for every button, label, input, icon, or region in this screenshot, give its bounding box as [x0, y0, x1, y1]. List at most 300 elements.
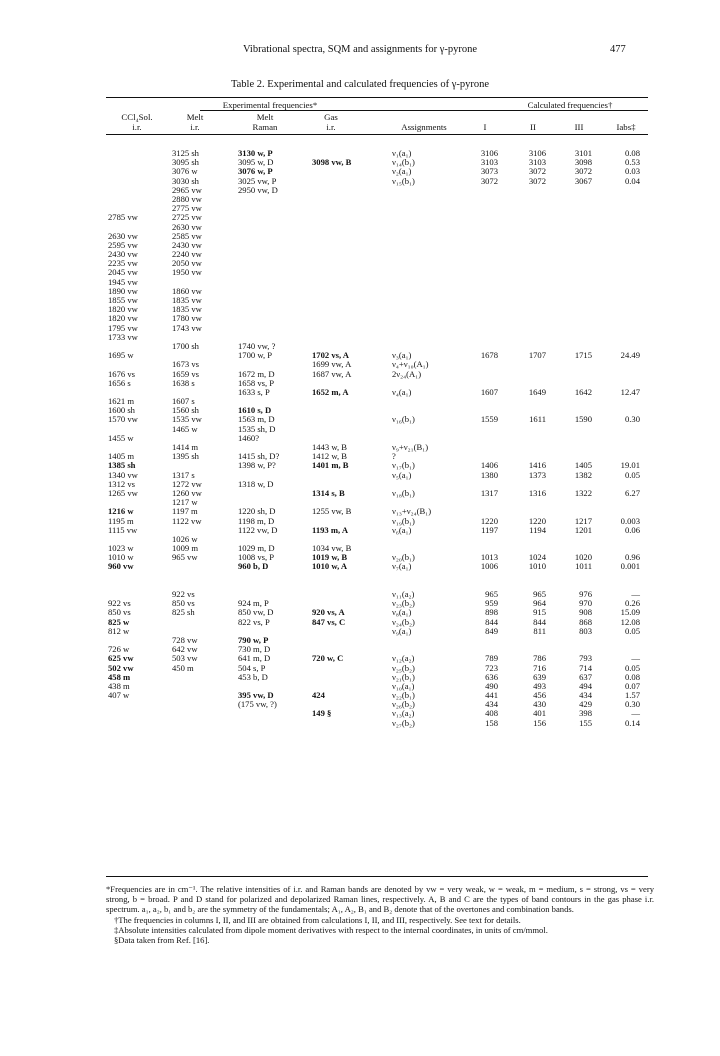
cell-ccl4: 502 vw — [108, 662, 134, 673]
cell-calc-Iabs: 0.03 — [624, 166, 640, 177]
cell-melt-ir — [172, 562, 234, 571]
cell-calc-Iabs: 0.001 — [620, 561, 640, 572]
cell-calc-II: 811 — [533, 625, 546, 636]
cell-gas-ir — [312, 581, 378, 590]
cell-calc-II — [518, 397, 546, 406]
cell-melt-raman: 822 vs, P — [238, 616, 270, 627]
cell-calc-I — [470, 259, 498, 268]
cell-assign — [392, 314, 472, 323]
cell-calc-I — [470, 278, 498, 287]
column-calc-i — [470, 149, 498, 728]
cell-assign — [392, 287, 472, 296]
cell-calc-III — [564, 259, 592, 268]
cell-calc-II: 1024 — [528, 552, 546, 563]
cell-calc-II: 430 — [533, 699, 546, 710]
cell-calc-I: 636 — [485, 671, 498, 682]
cell-gas-ir — [312, 259, 378, 268]
cell-calc-II — [518, 333, 546, 342]
cell-melt-ir: 1950 vw — [172, 267, 202, 278]
cell-melt-raman: 504 s, P — [238, 662, 266, 673]
cell-calc-I: 1197 — [481, 524, 498, 535]
cell-calc-III — [564, 278, 592, 287]
cell-gas-ir — [312, 296, 378, 305]
cell-gas-ir: 920 vs, A — [312, 607, 345, 618]
cell-ccl4 — [108, 700, 170, 709]
cell-melt-ir: 1317 s — [172, 469, 195, 480]
cell-melt-ir — [172, 700, 234, 709]
cell-calc-III: 793 — [579, 653, 592, 664]
cell-calc-I — [470, 425, 498, 434]
cell-melt-ir: 1122 vw — [172, 515, 202, 526]
cell-melt-ir: 1700 sh — [172, 340, 199, 351]
cell-assign: ν₂₁(b₁) — [392, 671, 415, 682]
cell-calc-II: 716 — [533, 662, 546, 673]
cell-melt-raman: 1398 w, P? — [238, 460, 276, 471]
cell-melt-ir: 1414 m — [172, 442, 199, 452]
cell-calc-I: 408 — [485, 708, 498, 719]
cell-melt-ir: 2880 vw — [172, 193, 202, 204]
cell-ccl4: 1312 vs — [108, 478, 135, 489]
cell-calc-II: 3072 — [528, 166, 546, 177]
cell-melt-ir — [172, 691, 234, 700]
cell-gas-ir: 1412 w, B — [312, 451, 348, 462]
header-ccl4: CCl₄Sol. — [121, 112, 153, 122]
cell-melt-ir: 1673 vs — [172, 359, 199, 370]
cell-calc-II — [518, 305, 546, 314]
cell-melt-ir: 2240 vw — [172, 249, 202, 260]
cell-gas-ir — [312, 268, 378, 277]
cell-gas-ir — [312, 471, 378, 480]
cell-melt-ir: 2775 vw — [172, 203, 202, 214]
cell-ccl4 — [108, 149, 170, 158]
cell-assign: ν₁₃+ν₂₄(B₁) — [392, 506, 432, 517]
cell-calc-I — [470, 333, 498, 342]
header-calc-iabs: Iabs‡ — [616, 122, 636, 132]
cell-ccl4: 1733 vw — [108, 331, 138, 342]
cell-gas-ir — [312, 186, 378, 195]
cell-calc-I: 965 — [485, 589, 498, 599]
cell-calc-I — [470, 434, 498, 443]
cell-gas-ir: 1687 vw, A — [312, 368, 352, 379]
cell-calc-Iabs: 0.06 — [624, 524, 640, 535]
cell-melt-ir: 1560 sh — [172, 405, 199, 416]
cell-calc-II — [518, 360, 546, 369]
footnote-3: ‡Absolute intensities calculated from dipole moment derivatives with respect to the internal coordinates, in units of cm/mmol. — [114, 924, 548, 935]
cell-ccl4: 1795 vw — [108, 322, 138, 333]
cell-calc-III — [564, 314, 592, 323]
cell-assign — [392, 572, 472, 581]
cell-gas-ir — [312, 213, 378, 222]
cell-melt-ir: 2725 vw — [172, 212, 202, 223]
cell-calc-Iabs: 0.53 — [624, 157, 640, 168]
cell-gas-ir: 1019 w, B — [312, 552, 348, 563]
cell-ccl4: 1570 vw — [108, 414, 138, 425]
cell-calc-Iabs — [608, 314, 640, 323]
cell-ccl4: 960 vw — [108, 561, 134, 572]
cell-calc-III: 398 — [579, 708, 592, 719]
cell-melt-ir — [172, 572, 234, 581]
footnote-4: §Data taken from Ref. [16]. — [114, 935, 210, 946]
cell-assign: ? — [392, 451, 396, 462]
cell-calc-I — [470, 498, 498, 507]
cell-calc-III: 637 — [579, 671, 592, 682]
cell-calc-III: 1715 — [574, 350, 592, 361]
cell-calc-Iabs: 19.01 — [620, 460, 640, 471]
cell-melt-ir: 2585 vw — [172, 230, 202, 241]
cell-calc-Iabs — [608, 305, 640, 314]
cell-gas-ir — [312, 572, 378, 581]
cell-calc-Iabs — [608, 397, 640, 406]
cell-calc-I: 3072 — [480, 175, 498, 186]
cell-gas-ir — [312, 314, 378, 323]
cell-gas-ir: 1401 m, B — [312, 460, 349, 471]
cell-calc-II — [518, 425, 546, 434]
cell-melt-raman — [238, 324, 308, 333]
cell-assign — [392, 232, 472, 241]
cell-assign: ν₁(a₁) — [392, 148, 412, 158]
cell-calc-III: 429 — [579, 699, 592, 710]
cell-calc-Iabs — [608, 324, 640, 333]
header-experimental: Experimental frequencies* — [222, 100, 318, 110]
cell-calc-I: 441 — [485, 690, 498, 701]
cell-gas-ir: 720 w, C — [312, 653, 344, 664]
cell-melt-raman — [238, 581, 308, 590]
cell-calc-II: 1707 — [528, 350, 546, 361]
cell-calc-II: 1316 — [528, 487, 546, 498]
cell-calc-Iabs: — — [631, 708, 640, 719]
cell-gas-ir — [312, 397, 378, 406]
cell-gas-ir: 1702 vs, A — [312, 350, 350, 361]
cell-calc-I — [470, 296, 498, 305]
cell-calc-I — [470, 636, 498, 645]
cell-calc-I: 723 — [485, 662, 498, 673]
cell-calc-Iabs: 15.09 — [620, 607, 640, 618]
cell-ccl4: 1676 vs — [108, 368, 135, 379]
cell-gas-ir — [312, 305, 378, 314]
cell-melt-ir — [172, 618, 234, 627]
cell-calc-I — [470, 572, 498, 581]
cell-gas-ir: 847 vs, C — [312, 616, 346, 627]
cell-gas-ir: 1255 vw, B — [312, 506, 352, 517]
cell-calc-Iabs: 0.003 — [620, 515, 640, 526]
cell-melt-ir: 2965 vw — [172, 184, 202, 195]
cell-calc-II: 1194 — [529, 524, 546, 535]
cell-calc-II: 493 — [533, 680, 546, 691]
cell-melt-raman: 641 m, D — [238, 653, 271, 664]
cell-gas-ir — [312, 287, 378, 296]
cell-ccl4: 1455 w — [108, 432, 134, 443]
cell-gas-ir — [312, 232, 378, 241]
cell-assign: ν₁₈(b₁) — [392, 487, 415, 498]
cell-calc-III: 3098 — [574, 157, 592, 168]
header-assignments: Assignments — [401, 122, 447, 132]
cell-calc-I: 1678 — [480, 350, 498, 361]
cell-calc-III — [564, 333, 592, 342]
cell-calc-II — [518, 259, 546, 268]
cell-calc-II: 1611 — [529, 414, 546, 425]
cell-calc-III — [564, 360, 592, 369]
cell-ccl4: 1855 vw — [108, 295, 138, 305]
cell-ccl4: 438 m — [108, 680, 130, 691]
cell-calc-Iabs — [608, 213, 640, 222]
cell-calc-Iabs — [608, 287, 640, 296]
cell-ccl4 — [108, 177, 170, 186]
cell-melt-ir: 922 vs — [172, 589, 195, 599]
cell-calc-III — [564, 425, 592, 434]
cell-assign: ν₈(a₁) — [392, 607, 412, 618]
cell-calc-Iabs: — — [631, 589, 640, 599]
cell-calc-I — [470, 241, 498, 250]
cell-melt-raman: 790 w, P — [238, 634, 269, 645]
cell-calc-II: 156 — [533, 717, 546, 728]
cell-assign — [392, 305, 472, 314]
cell-melt-raman: 2950 vw, D — [238, 184, 278, 195]
cell-ccl4: 1023 w — [108, 543, 134, 554]
cell-calc-II — [518, 324, 546, 333]
cell-melt-raman — [238, 314, 308, 323]
cell-gas-ir — [312, 415, 378, 424]
cell-assign: ν₂₅(b₂) — [392, 662, 415, 673]
cell-ccl4: 1115 vw — [108, 524, 138, 535]
header-melt2: Melt — [256, 112, 274, 122]
cell-calc-Iabs: 0.14 — [624, 717, 640, 728]
cell-calc-II — [518, 535, 546, 544]
cell-gas-ir: 149 § — [312, 708, 332, 719]
cell-assign: ν₉+ν₂₁(B₁) — [392, 442, 429, 452]
cell-calc-I: 849 — [485, 625, 498, 636]
cell-calc-II — [518, 195, 546, 204]
cell-calc-III: 1011 — [575, 561, 592, 572]
cell-calc-II: 965 — [533, 589, 546, 599]
cell-calc-III: 868 — [579, 616, 592, 627]
cell-melt-ir: 2050 vw — [172, 258, 202, 269]
cell-calc-I: 959 — [485, 598, 498, 609]
cell-melt-ir: 642 vw — [172, 644, 198, 655]
experimental-rule — [200, 110, 485, 111]
cell-calc-III: 434 — [579, 690, 592, 701]
header-ir3: i.r. — [326, 122, 336, 132]
cell-calc-II: 1010 — [528, 561, 546, 572]
cell-ccl4 — [108, 167, 170, 176]
cell-calc-II — [518, 287, 546, 296]
cell-calc-II: 639 — [533, 671, 546, 682]
cell-calc-II — [518, 250, 546, 259]
cell-calc-II: 915 — [533, 607, 546, 618]
cell-calc-I: 898 — [485, 607, 498, 618]
cell-calc-II — [518, 498, 546, 507]
cell-assign: ν₇(a₁) — [392, 561, 412, 572]
cell-melt-raman: 3130 w, P — [238, 148, 273, 158]
cell-melt-raman — [238, 213, 308, 222]
cell-melt-ir: 3076 w — [172, 166, 198, 177]
cell-calc-III — [564, 195, 592, 204]
cell-calc-Iabs: 24.49 — [620, 350, 640, 361]
cell-ccl4: 1405 m — [108, 451, 135, 462]
cell-calc-Iabs — [608, 360, 640, 369]
cell-gas-ir — [312, 167, 378, 176]
cell-calc-III: 3101 — [574, 148, 592, 158]
cell-calc-II: 786 — [533, 653, 546, 664]
cell-gas-ir — [312, 195, 378, 204]
cell-melt-raman: 3025 vw, P — [238, 175, 277, 186]
cell-assign: ν₂(a₁) — [392, 166, 412, 177]
cell-gas-ir — [312, 406, 378, 415]
cell-melt-raman — [238, 241, 308, 250]
cell-melt-raman: 1535 sh, D — [238, 423, 276, 434]
cell-assign: ν₆(a₁) — [392, 524, 412, 535]
cell-melt-ir: 728 vw — [172, 634, 198, 645]
cell-calc-III — [564, 443, 592, 452]
cell-calc-III: 3067 — [574, 175, 592, 186]
cell-melt-raman: 1008 vs, P — [238, 552, 275, 563]
cell-ccl4: 1656 s — [108, 377, 131, 388]
cell-calc-III — [564, 268, 592, 277]
cell-melt-ir: 1009 m — [172, 543, 199, 554]
cell-calc-III: 155 — [579, 717, 592, 728]
cell-calc-Iabs — [608, 259, 640, 268]
cell-assign: ν₂₃(b₂) — [392, 598, 415, 609]
cell-calc-II: 1416 — [528, 460, 546, 471]
cell-calc-I — [470, 287, 498, 296]
cell-melt-raman — [238, 268, 308, 277]
table-bottom-rule — [106, 876, 648, 877]
cell-assign: ν₄(a₁) — [392, 386, 412, 397]
cell-calc-III — [564, 397, 592, 406]
cell-calc-Iabs: — — [631, 653, 640, 664]
cell-calc-II — [518, 232, 546, 241]
cell-ccl4: 407 w — [108, 690, 130, 701]
cell-ccl4: 1820 vw — [108, 304, 138, 315]
cell-gas-ir: 1443 w, B — [312, 442, 348, 452]
cell-calc-II — [518, 636, 546, 645]
cell-ccl4: 458 m — [108, 671, 131, 682]
cell-melt-raman: 1563 m, D — [238, 414, 275, 425]
cell-calc-I — [470, 204, 498, 213]
cell-gas-ir — [312, 204, 378, 213]
cell-calc-III: 3072 — [574, 166, 592, 177]
cell-calc-I — [470, 314, 498, 323]
cell-melt-ir: 2430 vw — [172, 239, 202, 250]
cell-calc-III — [564, 572, 592, 581]
cell-calc-Iabs: 12.47 — [620, 386, 640, 397]
cell-ccl4: 1265 vw — [108, 487, 138, 498]
cell-ccl4: 1340 vw — [108, 469, 138, 480]
cell-calc-Iabs: 0.08 — [624, 148, 640, 158]
cell-melt-ir: 1272 vw — [172, 478, 202, 489]
cell-calc-Iabs — [608, 186, 640, 195]
cell-ccl4: 2235 vw — [108, 258, 138, 269]
cell-melt-ir: 3095 sh — [172, 157, 199, 168]
cell-calc-III: 976 — [579, 589, 592, 599]
cell-calc-I: 1013 — [480, 552, 498, 563]
cell-melt-ir: 3125 sh — [172, 148, 199, 158]
cell-ccl4: 2430 vw — [108, 249, 138, 260]
cell-melt-ir: 1835 vw — [172, 295, 202, 305]
cell-ccl4: 1695 w — [108, 350, 134, 361]
cell-calc-II: 3072 — [528, 175, 546, 186]
cell-assign — [392, 259, 472, 268]
cell-calc-Iabs — [608, 195, 640, 204]
cell-assign — [392, 195, 472, 204]
cell-calc-III: 1405 — [574, 460, 592, 471]
cell-calc-III: 908 — [579, 607, 592, 618]
cell-assign: ν₂₂(b₁) — [392, 690, 415, 701]
cell-calc-Iabs — [608, 498, 640, 507]
page-number: 477 — [610, 44, 626, 55]
cell-calc-II: 1373 — [528, 469, 546, 480]
cell-assign — [392, 213, 472, 222]
cell-calc-III — [564, 296, 592, 305]
cell-gas-ir — [312, 177, 378, 186]
cell-ccl4 — [108, 581, 170, 590]
cell-calc-I — [470, 397, 498, 406]
cell-calc-I: 1559 — [480, 414, 498, 425]
cell-calc-I: 490 — [485, 680, 498, 691]
cell-assign: ν₂₄(b₂) — [392, 616, 415, 627]
cell-melt-raman: 1740 vw, ? — [238, 340, 276, 351]
cell-melt-ir: 1026 w — [172, 533, 198, 544]
cell-assign: ν₃(a₁) — [392, 350, 412, 361]
cell-assign: ν₂₀(b₁) — [392, 552, 415, 563]
cell-gas-ir — [312, 324, 378, 333]
calculated-rule — [480, 110, 648, 111]
cell-melt-raman — [238, 489, 308, 498]
cell-ccl4: 726 w — [108, 644, 130, 655]
cell-calc-III — [564, 324, 592, 333]
cell-melt-ir: 503 vw — [172, 653, 198, 664]
header-melt1: Melt — [186, 112, 204, 122]
cell-ccl4: 922 vs — [108, 598, 131, 609]
cell-calc-Iabs: 0.96 — [624, 552, 640, 563]
cell-melt-raman — [238, 572, 308, 581]
header-bottom-rule — [106, 134, 648, 135]
cell-calc-Iabs — [608, 223, 640, 232]
cell-calc-II: 3106 — [528, 148, 546, 158]
cell-ccl4: 2595 vw — [108, 239, 138, 250]
cell-melt-raman: (175 vw, ?) — [238, 699, 277, 710]
column-calc-iii — [564, 149, 592, 728]
cell-calc-Iabs: 12.08 — [620, 616, 640, 627]
cell-assign — [392, 324, 472, 333]
header-raman: Raman — [252, 122, 278, 132]
cell-calc-Iabs — [608, 636, 640, 645]
cell-melt-ir: 1607 s — [172, 396, 195, 407]
header-ir2: i.r. — [190, 122, 200, 132]
cell-calc-III — [564, 305, 592, 314]
table-top-rule — [106, 97, 648, 98]
cell-calc-II — [518, 434, 546, 443]
cell-calc-II: 964 — [533, 598, 546, 609]
cell-ccl4 — [108, 195, 170, 204]
cell-melt-raman — [238, 259, 308, 268]
cell-calc-Iabs — [608, 572, 640, 581]
cell-assign: ν₁₉(b₁) — [392, 515, 415, 526]
cell-melt-raman — [238, 250, 308, 259]
cell-gas-ir: 1193 m, A — [312, 524, 349, 535]
cell-calc-Iabs: 0.05 — [624, 625, 640, 636]
cell-assign: ν₂₆(b₂) — [392, 699, 415, 710]
table-footnotes — [106, 884, 654, 945]
cell-calc-III: 1382 — [574, 469, 592, 480]
cell-calc-III — [564, 223, 592, 232]
cell-melt-raman: 3095 w, D — [238, 157, 274, 168]
cell-melt-ir: 1217 w — [172, 497, 198, 508]
cell-assign: ν₁₇(b₁) — [392, 460, 415, 471]
cell-calc-Iabs: 0.30 — [624, 414, 640, 425]
cell-calc-Iabs — [608, 425, 640, 434]
header-ir1: i.r. — [132, 122, 142, 132]
cell-gas-ir: 424 — [312, 690, 325, 701]
